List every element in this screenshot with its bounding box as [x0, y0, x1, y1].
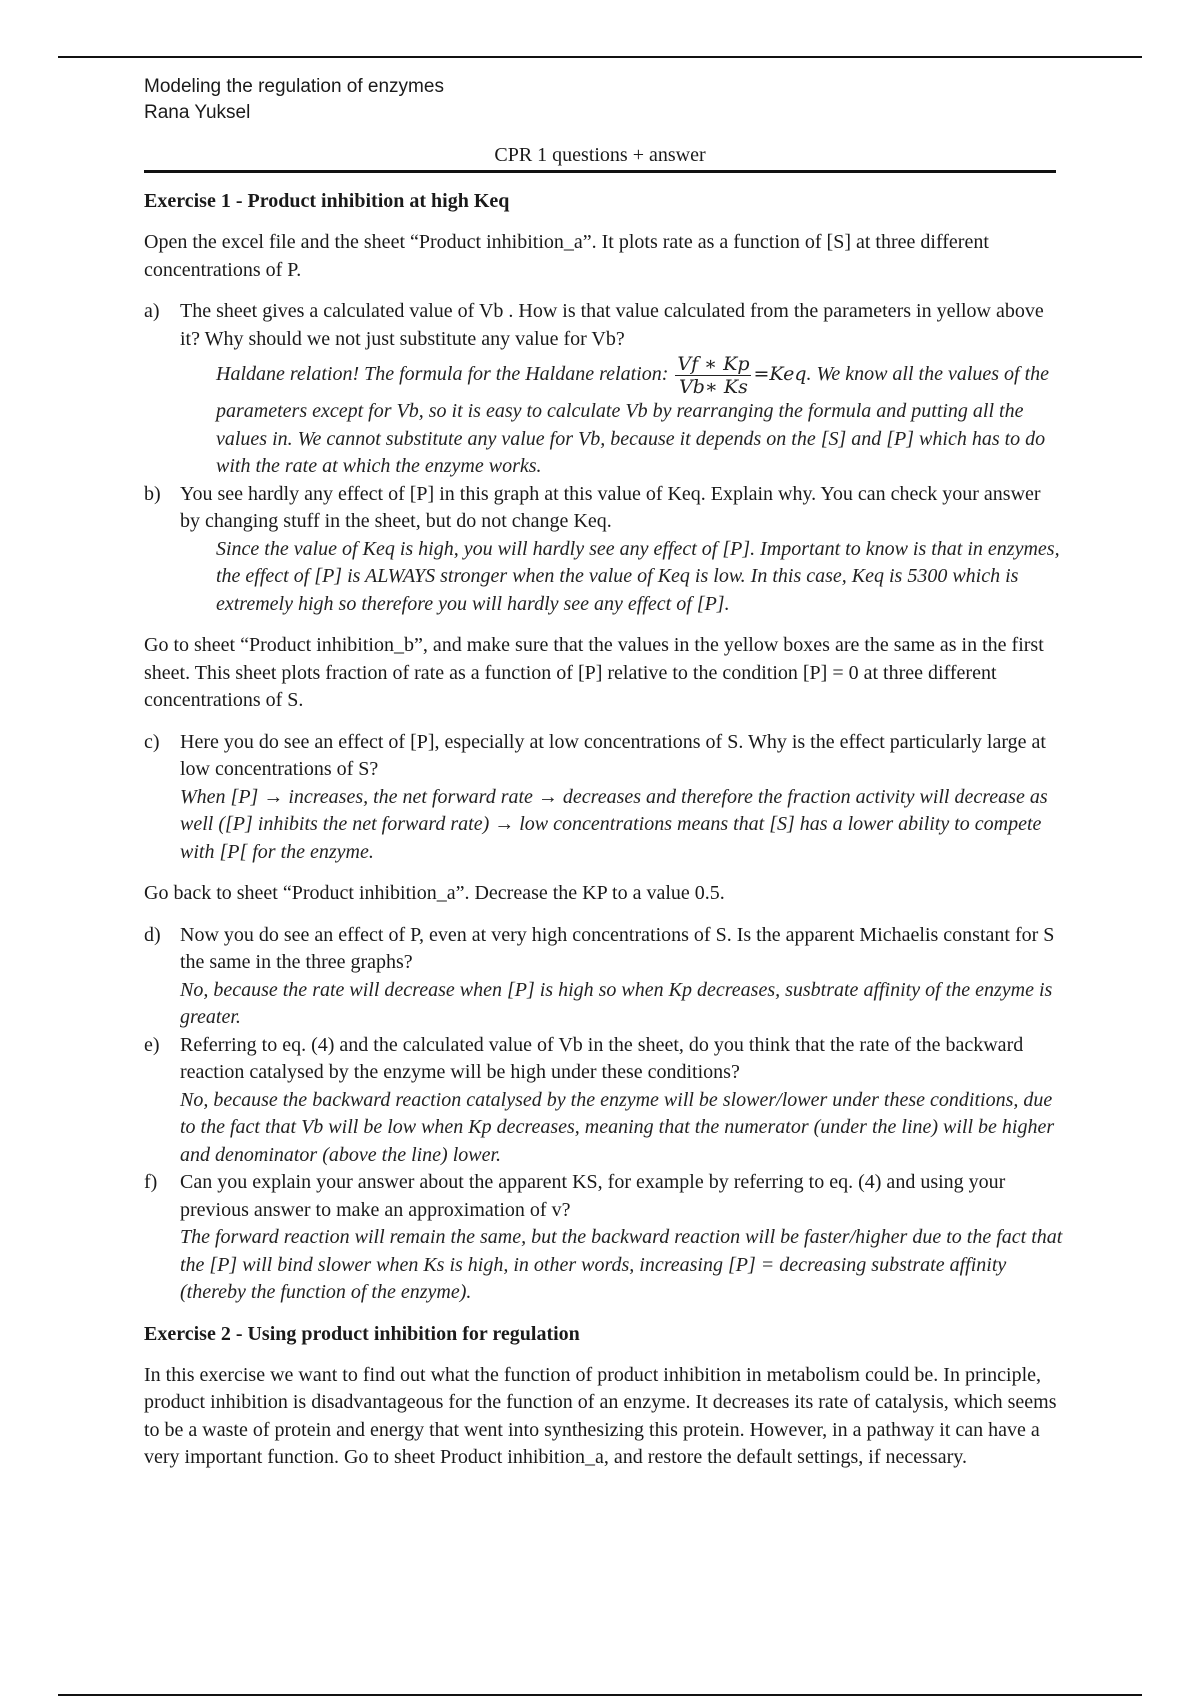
- question-e-label: e): [144, 1033, 160, 1056]
- question-f-label: f): [144, 1171, 158, 1193]
- answer-a: [144, 353, 1064, 481]
- fraction-denominator: Vb∗ Ks: [679, 376, 748, 398]
- exercise-1-intro: Open the excel file and the sheet “Product inhibition_a”. It plots rate as a function of [S] at three different concentrations of P.: [144, 231, 989, 281]
- question-b: [144, 481, 1064, 536]
- question-b-label: b): [144, 482, 161, 505]
- haldane-fraction: [675, 353, 751, 398]
- question-c-text: Here you do see an effect of [P], especially at low concentrations of S. Why is the effect particularly large at low concentrations of S?: [180, 730, 1046, 780]
- question-e-text: Referring to eq. (4) and the calculated value of Vb in the sheet, do you think that the rate of the backward reaction catalysed by the enzyme will be high under these conditions?: [180, 1033, 1024, 1083]
- question-c-label: c): [144, 730, 160, 753]
- fraction-rhs: =Keq: [753, 363, 807, 386]
- question-a-text: The sheet gives a calculated value of Vb . How is that value calculated from the parameters in yellow above it? Why should we not just substitute any value for Vb?: [180, 300, 1044, 350]
- author-name: Rana Yuksel: [144, 102, 251, 123]
- fraction-numerator: Vf ∗ Kp: [677, 353, 750, 375]
- course-title: Modeling the regulation of enzymes: [144, 76, 444, 97]
- answer-a-pre: Haldane relation! The formula for the Haldane relation:: [216, 363, 669, 386]
- answer-d: No, because the rate will decrease when [P] is high so when Kp decreases, susbtrate affinity of the enzyme is greater.: [180, 978, 1053, 1028]
- page-subtitle: CPR 1 questions + answer: [494, 144, 706, 166]
- question-d-label: d): [144, 923, 161, 946]
- question-e: [144, 1032, 1064, 1087]
- answer-b: Since the value of Keq is high, you will hardly see any effect of [P]. Important to know is that in enzymes, the effect of [P] is ALWAYS stronger when the value of Keq is low. In this case, Keq is 5300 which is extremely high so therefore you will hardly see any effect of [P].: [216, 537, 1060, 615]
- question-a: [144, 298, 1064, 353]
- question-f: [144, 1169, 1064, 1224]
- exercise-2-title: Exercise 2 - Using product inhibition for regulation: [144, 1322, 580, 1345]
- question-f-text: Can you explain your answer about the apparent KS, for example by referring to eq. (4) and using your previous answer to make an approximation of v?: [180, 1171, 1006, 1221]
- sheet-a-return: Go back to sheet “Product inhibition_a”. Decrease the KP to a value 0.5.: [144, 882, 725, 904]
- question-d: [144, 922, 1064, 977]
- document-body: [144, 188, 1064, 1486]
- question-c: [144, 729, 1064, 784]
- question-a-label: a): [144, 300, 160, 322]
- document-header: [144, 74, 444, 126]
- exercise-1-title: Exercise 1 - Product inhibition at high Keq: [144, 190, 510, 212]
- answer-c: When [P] → increases, the net forward rate → decreases and therefore the fraction activity will decrease as well ([P] inhibits the net forward rate) → low concentrations means that [S] has a lower ability to compete with [P[ for the enzyme.: [180, 785, 1048, 863]
- exercise-2-intro: In this exercise we want to find out what the function of product inhibition in metabolism could be. In principle, product inhibition is disadvantageous for the function of an enzyme. It decreases its rate of catalysis, which seems to be a waste of protein and energy that went into synthesizing this protein. However, in a pathway it can have a very important function. Go to sheet Product inhibition_a, and restore the default settings, if necessary.: [144, 1363, 1057, 1468]
- title-rule: [144, 170, 1056, 173]
- sheet-b-intro: Go to sheet “Product inhibition_b”, and make sure that the values in the yellow boxes are the same as in the first sheet. This sheet plots fraction of rate as a function of [P] relative to the condition [P] = 0 at three different concentrations of S.: [144, 634, 1044, 711]
- question-d-text: Now you do see an effect of P, even at very high concentrations of S. Is the apparent Michaelis constant for S the same in the three graphs?: [180, 923, 1055, 973]
- answer-e: No, because the backward reaction catalysed by the enzyme will be slower/lower under these conditions, due to the fact that Vb will be low when Kp decreases, meaning that the numerator (under the line) will be higher and denominator (above the line) lower.: [180, 1088, 1055, 1166]
- question-b-text: You see hardly any effect of [P] in this graph at this value of Keq. Explain why. You can check your answer by changing stuff in the sheet, but do not change Keq.: [180, 482, 1041, 532]
- answer-a-post: . We know all the values of the parameters except for Vb, so it is easy to calculate Vb by rearranging the formula and putting all the values in. We cannot substitute any value for Vb, because it depends on the [S] and [P] which has to do with the rate at which the enzyme works.: [216, 363, 1050, 477]
- bottom-rule: [58, 1694, 1142, 1696]
- top-rule: [58, 56, 1142, 58]
- answer-f: The forward reaction will remain the same, but the backward reaction will be faster/higher due to the fact that the [P] will bind slower when Ks is high, in other words, increasing [P] = decreasing substrate affinity (thereby the function of the enzyme).: [180, 1226, 1063, 1303]
